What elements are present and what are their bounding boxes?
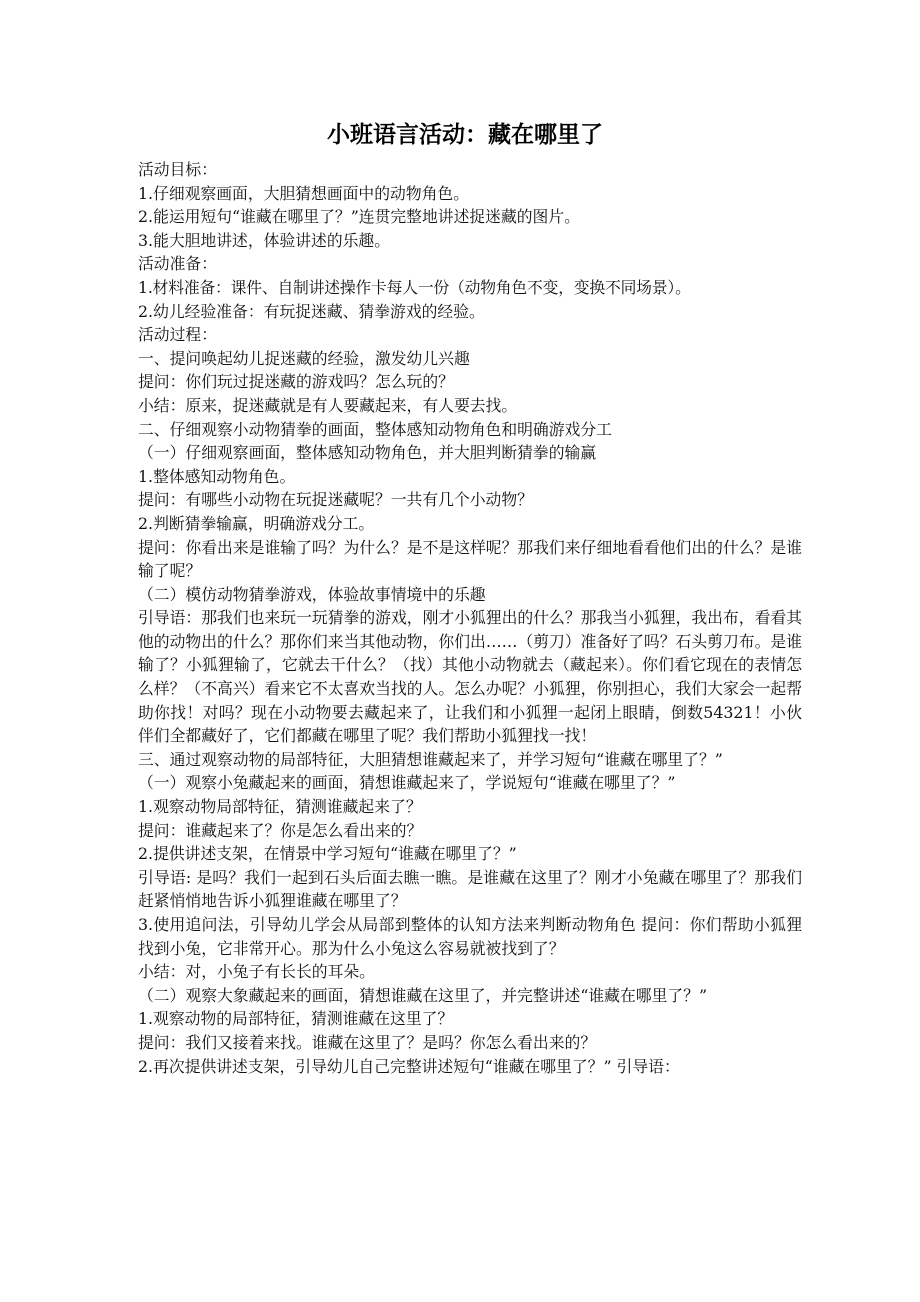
paragraph: （一）观察小兔藏起来的画面，猜想谁藏起来了，学说短句“谁藏在哪里了？” xyxy=(138,773,676,793)
document-title: 小班语言活动：藏在哪里了 xyxy=(327,122,603,148)
paragraph: 三、通过观察动物的局部特征，大胆猜想谁藏起来了，并学习短句“谁藏在哪里了？” xyxy=(138,749,723,769)
paragraph: 提问：有哪些小动物在玩捉迷藏呢？一共有几个小动物？ xyxy=(138,490,533,510)
document-body xyxy=(138,158,802,1078)
paragraph: 引导语: 是吗？我们一起到石头后面去瞧一瞧。是谁藏在这里了？刚才小兔藏在哪里了？那我们赶紧悄悄地告诉小狐狸谁藏在哪里了？ xyxy=(138,867,802,911)
paragraph: 提问：谁藏起来了？你是怎么看出来的？ xyxy=(138,820,423,840)
paragraph: 一、提问唤起幼儿捉迷藏的经验，激发幼儿兴趣 xyxy=(138,348,470,368)
paragraph: 2.能运用短句“谁藏在哪里了？”连贯完整地讲述捉迷藏的图片。 xyxy=(138,207,580,227)
paragraph: 3.使用追问法，引导幼儿学会从局部到整体的认知方法来判断动物角色 提问：你们帮助小狐狸找到小兔，它非常开心。那为什么小兔这么容易就被找到了？ xyxy=(138,915,802,958)
section-heading: 活动目标： xyxy=(138,160,217,179)
paragraph: （二）观察大象藏起来的画面，猜想谁藏在这里了，并完整讲述“谁藏在哪里了？” xyxy=(138,985,708,1005)
paragraph: 小结：原来，捉迷藏就是有人要藏起来，有人要去找。 xyxy=(138,395,518,415)
paragraph: （一）仔细观察画面，整体感知动物角色，并大胆判断猜拳的输赢 xyxy=(138,443,597,463)
section-heading: 活动过程： xyxy=(138,325,217,345)
paragraph: 小结：对，小兔子有长长的耳朵。 xyxy=(138,962,375,982)
paragraph: 提问：你看出来是谁输了吗？为什么？是不是这样呢？那我们来仔细地看看他们出的什么？是谁输了呢？ xyxy=(138,537,802,581)
paragraph: 1.整体感知动物角色。 xyxy=(138,466,296,486)
section-heading: 活动准备： xyxy=(138,254,217,274)
paragraph: 引导语：那我们也来玩一玩猜拳的游戏，刚才小狐狸出的什么？那我当小狐狸，我出布，看看其他的动物出的什么？那你们来当其他动物，你们出……（剪刀）准备好了吗？石头剪刀布。是谁输了？小狐狸输了，它就去干什么？（找）其他小动物就去（藏起来）。你们看它现在的表情怎么样？（不高兴）看来它不太喜欢当找的人。怎么办呢？小狐狸，你别担心，我们大家会一起帮助你找！对吗？现在小动物要去藏起来了，让我们和小狐狸一起闭上眼睛，倒数54321！小伙伴们全都藏好了，它们都藏在哪里了呢？我们帮助小狐狸找一找！ xyxy=(138,608,802,746)
paragraph: 1.观察动物的局部特征，猜测谁藏在这里了？ xyxy=(138,1009,454,1029)
paragraph: 1.仔细观察画面，大胆猜想画面中的动物角色。 xyxy=(138,183,470,203)
paragraph: 1.观察动物局部特征，猜测谁藏起来了？ xyxy=(138,797,422,817)
paragraph: 2.幼儿经验准备：有玩捉迷藏、猜拳游戏的经验。 xyxy=(138,301,485,321)
paragraph: 3.能大胆地讲述，体验讲述的乐趣。 xyxy=(138,230,391,250)
paragraph: 2.提供讲述支架，在情景中学习短句“谁藏在哪里了？” xyxy=(138,844,517,864)
paragraph: 2.再次提供讲述支架，引导幼儿自己完整讲述短句“谁藏在哪里了？” 引导语： xyxy=(138,1056,680,1076)
paragraph: 二、仔细观察小动物猜拳的画面，整体感知动物角色和明确游戏分工 xyxy=(138,419,612,439)
paragraph: （二）模仿动物猜拳游戏，体验故事情境中的乐趣 xyxy=(138,584,486,604)
paragraph: 提问：你们玩过捉迷藏的游戏吗？怎么玩的？ xyxy=(138,372,454,392)
paragraph: 提问：我们又接着来找。谁藏在这里了？是吗？你怎么看出来的？ xyxy=(138,1032,597,1052)
paragraph: 1.材料准备：课件、自制讲述操作卡每人一份（动物角色不变，变换不同场景）。 xyxy=(138,277,691,297)
paragraph: 2.判断猜拳输赢，明确游戏分工。 xyxy=(138,513,375,533)
